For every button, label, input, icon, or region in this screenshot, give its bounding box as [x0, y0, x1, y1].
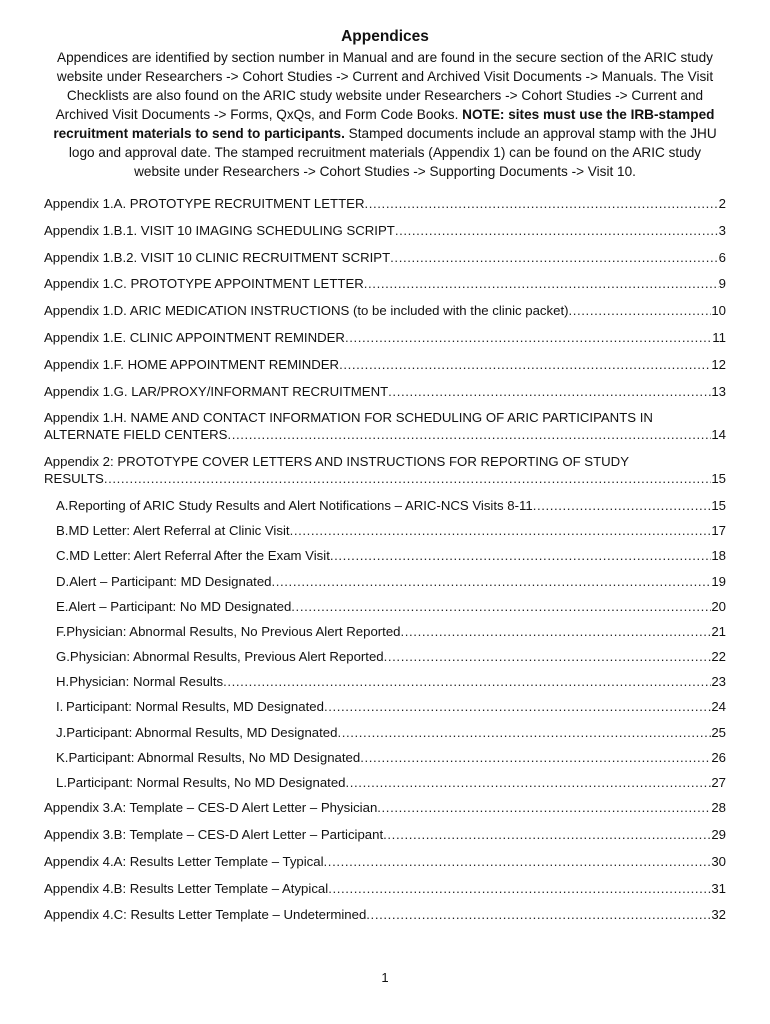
toc-leader: [339, 356, 711, 373]
toc-leader: [360, 749, 711, 766]
toc-entry-1a[interactable]: [44, 195, 726, 212]
toc-page: 29: [711, 827, 726, 843]
toc-label: Appendix 1.F. HOME APPOINTMENT REMINDER: [44, 356, 340, 372]
toc-entry-3b[interactable]: [44, 826, 726, 843]
toc-page: 24: [711, 699, 726, 715]
toc-page: 26: [711, 749, 726, 765]
sub-label: Physician: Abnormal Results, Previous Alert Reported: [69, 649, 384, 665]
toc-label: Appendix 4.C: Results Letter Template – Undetermined: [44, 907, 367, 923]
sub-label: Reporting of ARIC Study Results and Alert Notifications – ARIC-NCS Visits 8-11: [68, 497, 533, 513]
toc-leader: [533, 497, 712, 514]
toc-leader: [395, 222, 719, 239]
toc-leader: [223, 673, 711, 690]
sub-letter: A.: [56, 497, 69, 513]
toc-label-line2: ALTERNATE FIELD CENTERS: [44, 427, 228, 443]
toc-leader: [401, 623, 712, 640]
toc-entry-1b1[interactable]: [44, 222, 726, 239]
toc-subentry-j[interactable]: [44, 724, 726, 741]
toc-leader: [290, 522, 712, 539]
toc-page: 17: [711, 523, 726, 539]
toc-leader: [272, 573, 712, 590]
toc-page: 18: [711, 548, 726, 564]
toc-leader: [384, 648, 712, 665]
toc-leader: [366, 906, 711, 923]
intro-note: NOTE: sites must use the IRB-stamped recruitment materials to send to participants.: [53, 107, 715, 141]
sub-letter: I.: [56, 699, 64, 715]
toc-entry-1c[interactable]: [44, 275, 726, 292]
toc-label: Appendix 1.E. CLINIC APPOINTMENT REMINDER: [44, 329, 345, 345]
toc-page: 15: [711, 471, 726, 487]
page-number: 1: [381, 970, 389, 985]
sub-label: Physician: Normal Results: [69, 674, 224, 690]
sub-label: Participant: Normal Results, No MD Designated: [67, 775, 346, 791]
toc-entry-1b2[interactable]: [44, 249, 726, 266]
toc-label: Appendix 1.G. LAR/PROXY/INFORMANT RECRUITMENT: [44, 383, 389, 399]
sub-letter: J.: [56, 724, 67, 740]
toc-page: 3: [718, 222, 726, 238]
sub-letter: E.: [56, 598, 69, 614]
sub-letter: L.: [56, 775, 67, 791]
page-title: Appendices: [341, 28, 429, 45]
toc-label-line2: RESULTS: [44, 471, 104, 487]
toc-label: Appendix 3.A: Template – CES-D Alert Letter – Physician: [44, 800, 378, 816]
toc-subentry-e[interactable]: [44, 598, 726, 615]
toc-subentry-b[interactable]: [44, 522, 726, 539]
appendix-2-subitems: [44, 497, 726, 791]
toc-leader: [390, 249, 718, 266]
toc-label: Appendix 1.A. PROTOTYPE RECRUITMENT LETTER: [44, 196, 365, 211]
toc-entry-4b[interactable]: [44, 880, 726, 897]
toc-label: Appendix 4.A: Results Letter Template – Typical: [44, 853, 324, 869]
toc-leader: [345, 329, 712, 346]
sub-letter: B.: [56, 523, 69, 539]
toc-entry-1g[interactable]: [44, 383, 726, 400]
sub-letter: K.: [56, 749, 69, 765]
toc-leader: [328, 880, 711, 897]
toc-subentry-h[interactable]: [44, 673, 726, 690]
toc-page: 28: [711, 800, 726, 816]
sub-letter: C.: [56, 548, 70, 564]
toc-entry-1f[interactable]: [44, 356, 726, 373]
toc-page: 6: [718, 249, 726, 265]
intro-text-a: Appendices are identified by section number in Manual and are found in the secure section of the ARIC study website under Researchers -> Cohort Studies -> Current and Archived Visit Documents -> Manuals. The Visit Checklists are also found on the ARIC study website under Researchers -> Cohort Studies -> Current and Archived Visit Documents -> Forms, QxQs, and Form Code Books.: [55, 50, 714, 122]
toc-leader: [365, 195, 719, 212]
toc-entry-4a[interactable]: [44, 853, 726, 870]
toc-leader: [324, 853, 712, 870]
toc-page: 10: [711, 303, 726, 319]
toc-entry-1h[interactable]: [44, 409, 726, 443]
toc-leader: [383, 826, 711, 843]
toc-label-line1: Appendix 2: PROTOTYPE COVER LETTERS AND INSTRUCTIONS FOR REPORTING OF STUDY: [44, 454, 630, 470]
toc-page: 30: [711, 853, 726, 869]
toc-leader: [330, 547, 711, 564]
sub-label: Alert – Participant: No MD Designated: [68, 598, 292, 614]
toc-leader: [337, 724, 711, 741]
toc-page: 22: [711, 649, 726, 665]
toc-page: 15: [711, 497, 726, 513]
toc-page: 32: [711, 907, 726, 923]
sub-letter: H.: [56, 674, 70, 690]
toc-subentry-i[interactable]: [44, 698, 726, 715]
toc-page: 12: [711, 356, 726, 372]
toc-page: 14: [711, 427, 726, 443]
sub-label: Alert – Participant: MD Designated: [69, 573, 272, 589]
sub-letter: D.: [56, 573, 70, 589]
sub-letter: F.: [56, 623, 67, 639]
toc-label: Appendix 4.B: Results Letter Template – Atypical: [44, 880, 329, 896]
toc-leader: [104, 470, 711, 487]
toc-page: 2: [718, 196, 726, 211]
sub-letter: G.: [56, 649, 70, 665]
sub-label: Participant: Abnormal Results, MD Designated: [66, 724, 338, 740]
toc-label-line1: Appendix 1.H. NAME AND CONTACT INFORMATION FOR SCHEDULING OF ARIC PARTICIPANTS IN: [44, 410, 653, 426]
sub-label: MD Letter: Alert Referral After the Exam Visit: [69, 548, 330, 564]
toc-leader: [364, 275, 719, 292]
toc-page: 27: [711, 775, 726, 791]
sub-label: Participant: Normal Results, MD Designated: [65, 699, 324, 715]
table-of-contents: [44, 181, 726, 923]
toc-page: 25: [711, 724, 726, 740]
toc-page: 13: [711, 383, 726, 399]
toc-leader: [291, 598, 711, 615]
toc-subentry-a[interactable]: [44, 497, 726, 514]
toc-label: Appendix 1.B.1. VISIT 10 IMAGING SCHEDULING SCRIPT: [44, 222, 395, 238]
intro-text-b: Stamped documents include an approval stamp with the JHU logo and approval date. The stamped recruitment materials (Appendix 1) can be found on the ARIC study website under Researchers -> Cohort Studies -> Supporting Documents -> Visit 10.: [68, 126, 717, 179]
toc-subentry-k[interactable]: [44, 749, 726, 766]
toc-leader: [569, 302, 712, 319]
toc-subentry-f[interactable]: [44, 623, 726, 640]
toc-leader: [324, 698, 711, 715]
toc-entry-3a[interactable]: [44, 799, 726, 816]
toc-page: 23: [711, 674, 726, 690]
toc-leader: [388, 383, 711, 400]
toc-subentry-d[interactable]: [44, 573, 726, 590]
toc-page: 11: [712, 329, 726, 345]
toc-leader: [377, 799, 711, 816]
toc-subentry-g[interactable]: [44, 648, 726, 665]
toc-leader: [227, 426, 711, 443]
toc-entry-2[interactable]: [44, 453, 726, 487]
toc-page: 20: [711, 598, 726, 614]
toc-page: 21: [711, 623, 726, 639]
toc-label: Appendix 1.B.2. VISIT 10 CLINIC RECRUITMENT SCRIPT: [44, 249, 391, 265]
toc-subentry-l[interactable]: [44, 774, 726, 791]
sub-label: Physician: Abnormal Results, No Previous Alert Reported: [66, 623, 401, 639]
toc-subentry-c[interactable]: [44, 547, 726, 564]
sub-label: Participant: Abnormal Results, No MD Designated: [68, 749, 361, 765]
toc-page: 19: [711, 573, 726, 589]
toc-label: Appendix 3.B: Template – CES-D Alert Letter – Participant: [44, 827, 384, 843]
toc-entry-1e[interactable]: [44, 329, 726, 346]
toc-entry-4c[interactable]: [44, 906, 726, 923]
toc-entry-1d[interactable]: [44, 302, 726, 319]
toc-page: 31: [711, 880, 726, 896]
toc-label: Appendix 1.C. PROTOTYPE APPOINTMENT LETTER: [44, 276, 364, 292]
toc-page: 9: [718, 276, 726, 292]
sub-label: MD Letter: Alert Referral at Clinic Visit: [68, 523, 290, 539]
intro-paragraph: [44, 48, 726, 181]
toc-label: Appendix 1.D. ARIC MEDICATION INSTRUCTIONS (to be included with the clinic packet): [44, 303, 569, 319]
toc-leader: [346, 774, 712, 791]
